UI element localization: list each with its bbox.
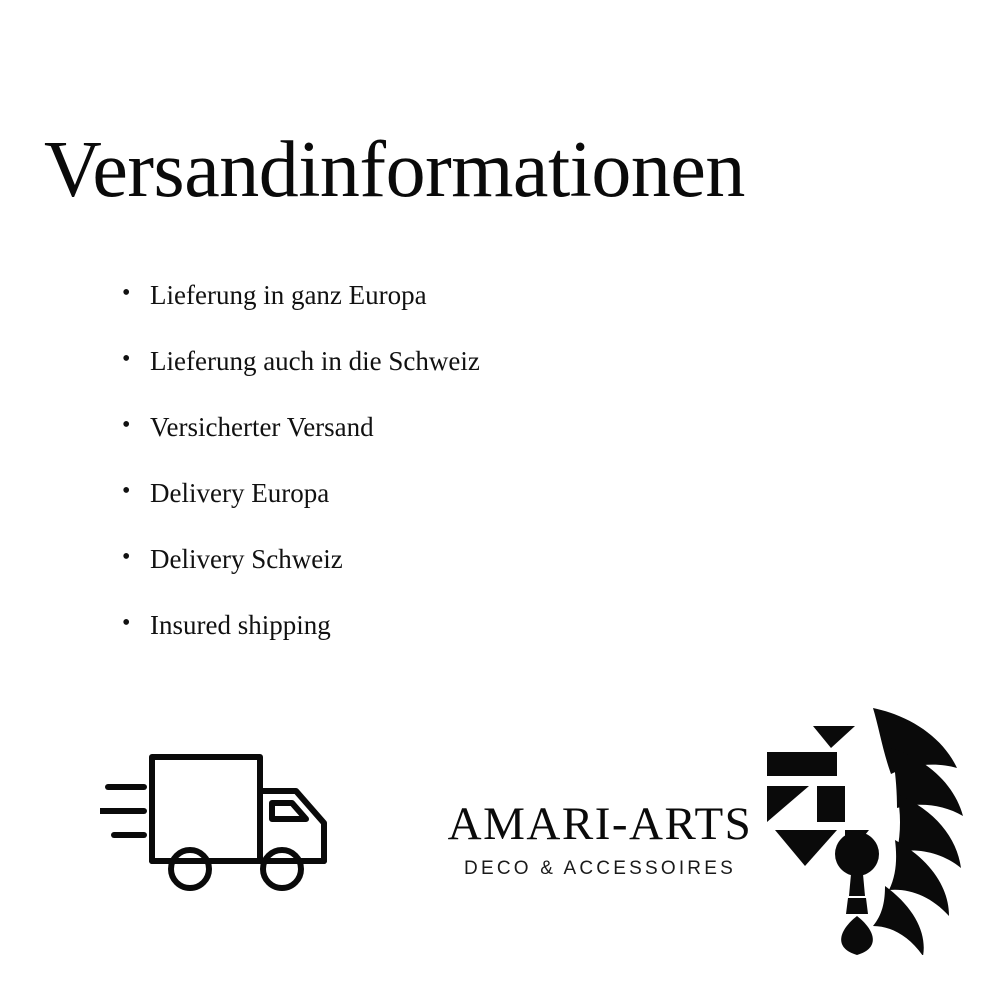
list-item: • Lieferung auch in die Schweiz xyxy=(122,348,842,375)
brand-name: AMARI-ARTS xyxy=(447,798,753,850)
page-title: Versandinformationen xyxy=(44,126,745,214)
list-item: • Versicherter Versand xyxy=(122,414,842,441)
delivery-truck-icon xyxy=(100,735,350,905)
list-item: • Delivery Schweiz xyxy=(122,546,842,573)
list-item: • Insured shipping xyxy=(122,612,842,639)
brand-tagline: DECO & ACCESSOIRES xyxy=(464,858,736,880)
amari-arts-headdress-logo-icon xyxy=(705,690,965,955)
list-item: • Delivery Europa xyxy=(122,480,842,507)
shipping-bullet-list xyxy=(122,282,842,678)
list-item: • Lieferung in ganz Europa xyxy=(122,282,842,309)
